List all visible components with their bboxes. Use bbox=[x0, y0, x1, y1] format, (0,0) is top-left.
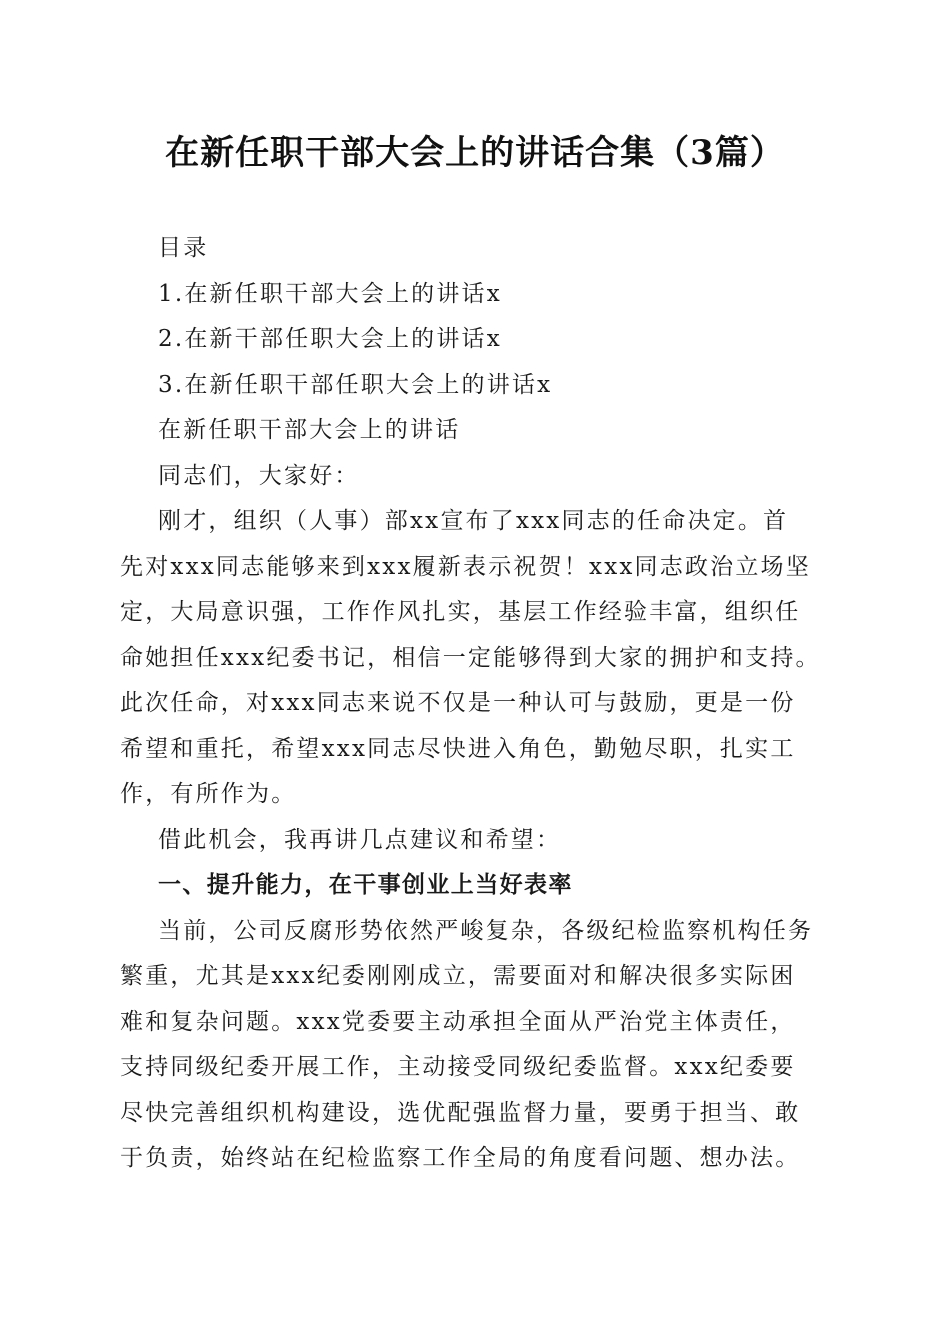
paragraph-line: 先对xxx同志能够来到xxx履新表示祝贺！xxx同志政治立场坚 bbox=[120, 553, 811, 580]
document-title: 在新任职干部大会上的讲话合集（3篇） bbox=[165, 133, 785, 173]
toc-item-1: 1.在新任职干部大会上的讲话x bbox=[158, 280, 502, 307]
paragraph-line: 尽快完善组织机构建设，选优配强监督力量，要勇于担当、敢 bbox=[120, 1099, 801, 1126]
toc-heading: 目录 bbox=[158, 235, 209, 261]
section-heading: 一、提升能力，在干事创业上当好表率 bbox=[158, 872, 573, 898]
paragraph-3 bbox=[120, 909, 840, 1182]
paragraph-line: 命她担任xxx纪委书记，相信一定能够得到大家的拥护和支持。 bbox=[120, 644, 821, 671]
paragraph-line: 于负责，始终站在纪检监察工作全局的角度看问题、想办法。 bbox=[120, 1145, 801, 1171]
toc-item-3: 3.在新任职干部任职大会上的讲话x bbox=[158, 371, 553, 398]
paragraph-line: 支持同级纪委开展工作，主动接受同级纪委监督。xxx纪委要 bbox=[120, 1054, 796, 1080]
paragraph-line: 刚才，组织（人事）部xx宣布了xxx同志的任命决定。首 bbox=[158, 508, 789, 534]
greeting: 同志们，大家好： bbox=[158, 462, 360, 489]
paragraph-line: 定，大局意识强，工作作风扎实，基层工作经验丰富，组织任 bbox=[120, 599, 801, 625]
paragraph-line: 当前，公司反腐形势依然严峻复杂，各级纪检监察机构任务 bbox=[158, 917, 814, 944]
paragraph-line: 难和复杂问题。xxx党委要主动承担全面从严治党主体责任， bbox=[120, 1008, 796, 1035]
document-body bbox=[120, 226, 840, 1182]
speech-title: 在新任职干部大会上的讲话 bbox=[158, 417, 461, 443]
paragraph-line: 作，有所作为。 bbox=[120, 781, 297, 807]
paragraph-2: 借此机会，我再讲几点建议和希望： bbox=[158, 826, 562, 853]
paragraph-line: 繁重，尤其是xxx纪委刚刚成立，需要面对和解决很多实际困 bbox=[120, 963, 796, 989]
paragraph-line: 希望和重托，希望xxx同志尽快进入角色，勤勉尽职，扎实工 bbox=[120, 735, 796, 762]
paragraph-1 bbox=[120, 499, 840, 818]
paragraph-line: 此次任命，对xxx同志来说不仅是一种认可与鼓励，更是一份 bbox=[120, 690, 796, 716]
toc-item-2: 2.在新干部任职大会上的讲话x bbox=[158, 326, 502, 352]
